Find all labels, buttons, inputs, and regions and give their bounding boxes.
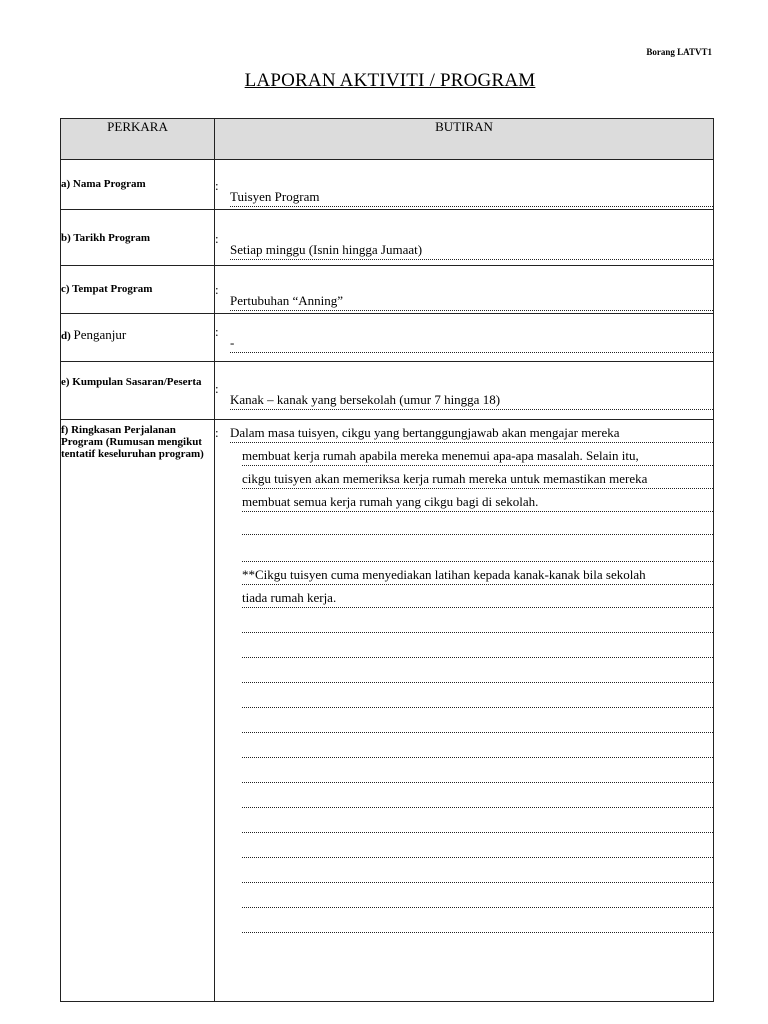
row-penganjur <box>61 314 714 362</box>
blank-line[interactable] <box>242 891 713 908</box>
label-kumpulan-sasaran: e) Kumpulan Sasaran/Peserta <box>61 362 215 420</box>
value-nama-program[interactable]: Tuisyen Program <box>230 190 713 207</box>
ringkasan-line-2[interactable]: membuat kerja rumah apabila mereka menemui apa-apa masalah. Selain itu, <box>242 449 713 466</box>
header-perkara: PERKARA <box>61 119 215 160</box>
blank-line[interactable] <box>242 866 713 883</box>
blank-line[interactable] <box>242 816 713 833</box>
value-cell-nama-program <box>215 160 714 210</box>
table-header-row <box>61 119 714 160</box>
header-butiran: BUTIRAN <box>215 119 714 160</box>
blank-line[interactable] <box>242 616 713 633</box>
value-tempat-program[interactable]: Pertubuhan “Anning” <box>230 294 713 311</box>
value-penganjur[interactable]: - <box>230 328 713 353</box>
colon: : <box>215 231 219 246</box>
value-cell-kumpulan-sasaran <box>215 362 714 420</box>
colon: : <box>215 381 219 396</box>
ringkasan-line-1[interactable]: Dalam masa tuisyen, cikgu yang bertanggungjawab akan mengajar mereka <box>230 426 713 443</box>
value-cell-tarikh-program <box>215 210 714 266</box>
colon: : <box>215 178 219 193</box>
row-tempat-program <box>61 266 714 314</box>
ringkasan-line-6[interactable]: tiada rumah kerja. <box>242 591 713 608</box>
label-tarikh-program: b) Tarikh Program <box>61 210 215 266</box>
blank-line[interactable] <box>242 791 713 808</box>
value-cell-penganjur <box>215 314 714 362</box>
row-tarikh-program <box>61 210 714 266</box>
label-tempat-program: c) Tempat Program <box>61 266 215 314</box>
label-ringkasan: f) Ringkasan Perjalanan Program (Rumusan mengikut tentatif keseluruhan program) <box>61 420 215 1002</box>
row-ringkasan <box>61 420 714 1002</box>
form-code: Borang LATVT1 <box>646 47 712 57</box>
ringkasan-line-3[interactable]: cikgu tuisyen akan memeriksa kerja rumah mereka untuk memastikan mereka <box>242 472 713 489</box>
ringkasan-line-4[interactable]: membuat semua kerja rumah yang cikgu bagi di sekolah. <box>242 495 713 512</box>
colon: : <box>215 282 219 297</box>
value-tarikh-program[interactable]: Setiap minggu (Isnin hingga Jumaat) <box>230 243 713 260</box>
report-table <box>60 118 714 1002</box>
blank-line[interactable] <box>242 916 713 933</box>
row-nama-program <box>61 160 714 210</box>
colon: : <box>215 425 219 440</box>
label-penganjur <box>61 314 215 362</box>
blank-line[interactable] <box>242 766 713 783</box>
label-penganjur-text: Penganjur <box>73 327 127 342</box>
label-penganjur-letter: d) <box>61 330 71 342</box>
colon: : <box>215 324 219 339</box>
ringkasan-line-5[interactable]: **Cikgu tuisyen cuma menyediakan latihan kepada kanak-kanak bila sekolah <box>242 568 713 585</box>
document-title: LAPORAN AKTIVITI / PROGRAM <box>244 70 536 91</box>
blank-line[interactable] <box>242 518 713 535</box>
blank-line[interactable] <box>242 641 713 658</box>
value-cell-tempat-program <box>215 266 714 314</box>
value-kumpulan-sasaran[interactable]: Kanak – kanak yang bersekolah (umur 7 hingga 18) <box>230 393 713 410</box>
row-kumpulan-sasaran <box>61 362 714 420</box>
blank-line[interactable] <box>242 545 713 562</box>
value-cell-ringkasan <box>215 420 714 1002</box>
blank-line[interactable] <box>242 841 713 858</box>
blank-line[interactable] <box>242 666 713 683</box>
blank-line[interactable] <box>242 691 713 708</box>
blank-line[interactable] <box>242 741 713 758</box>
ringkasan-lines <box>215 449 713 933</box>
label-nama-program: a) Nama Program <box>61 160 215 210</box>
blank-line[interactable] <box>242 716 713 733</box>
